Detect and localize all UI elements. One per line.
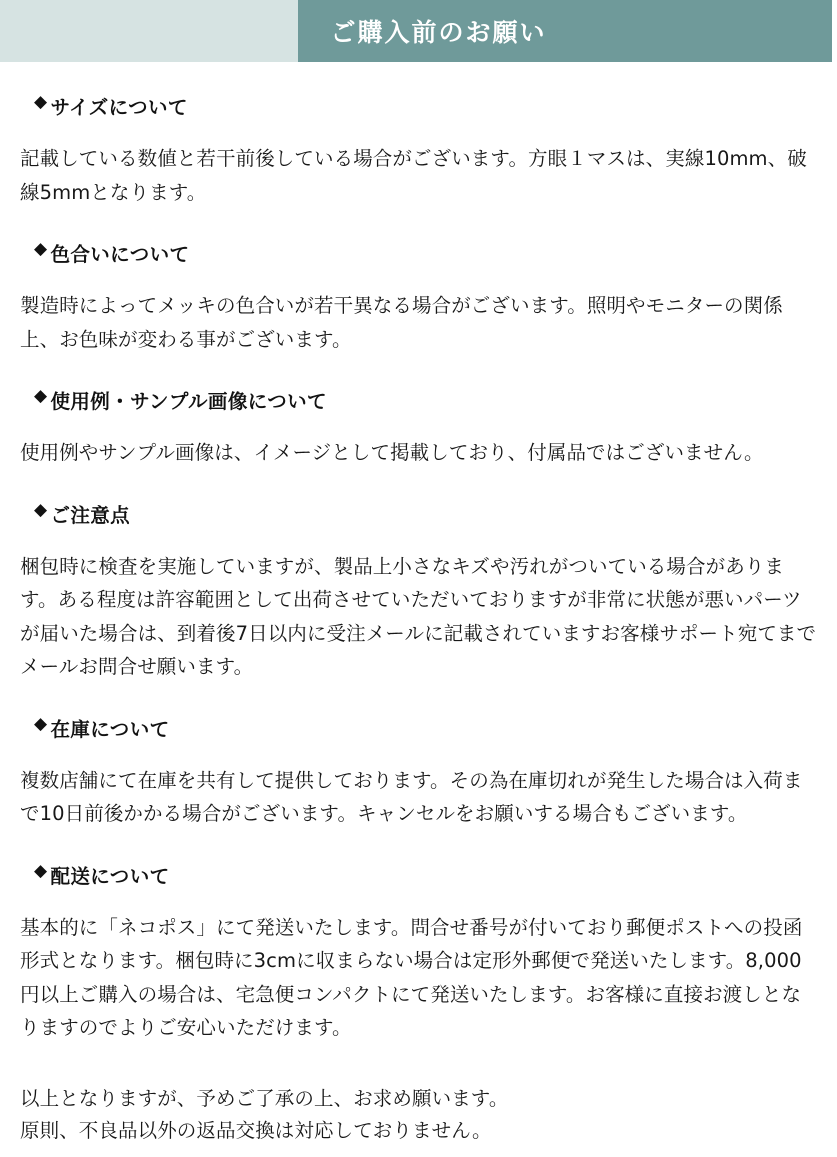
section-heading-label: ご注意点: [50, 503, 131, 527]
closing-line-1: 以上となりますが、予めご了承の上、お求め願います。: [20, 1086, 509, 1110]
diamond-bullet-icon: ◆: [34, 239, 48, 260]
section-cautions: [20, 500, 819, 684]
section-heading-label: サイズについて: [50, 96, 188, 119]
section-heading: [34, 861, 819, 889]
diamond-bullet-icon: ◆: [34, 860, 48, 881]
section-size: [20, 92, 819, 209]
diamond-bullet-icon: ◆: [34, 92, 48, 112]
closing-line-2: 原則、不良品以外の返品交換は対応しておりません。: [20, 1118, 492, 1142]
section-body: 使用例やサンプル画像は、イメージとして掲載しており、付属品ではございません。: [20, 441, 764, 465]
section-heading: [34, 92, 819, 120]
page-title: ご購入前のお願い: [330, 18, 547, 47]
section-heading: [34, 386, 819, 414]
section-heading-label: 使用例・サンプル画像について: [50, 390, 327, 414]
page-header: [0, 0, 837, 62]
section-stock: [20, 714, 819, 831]
section-body: 複数店舗にて在庫を共有して提供しております。その為在庫切れが発生した場合は入荷まで10日前後かかる場合がございます。キャンセルをお願いする場合もございます。: [20, 768, 803, 826]
section-heading-label: 色合いについて: [50, 243, 190, 267]
section-shipping: [20, 861, 819, 1045]
section-body: 基本的に「ネコポス」にて発送いたします。問合せ番号が付いており郵便ポストへの投函形式となります。梱包時に3cmに収まらない場合は定形外郵便で発送いたします。8,000円以上ご購入の場合は、宅急便コンパクトにて発送いたします。お客様に直接お渡しとなりますのでよりご安心いただけます。: [20, 915, 803, 1040]
section-heading-label: 配送について: [50, 864, 170, 888]
diamond-bullet-icon: ◆: [34, 713, 48, 734]
diamond-bullet-icon: ◆: [34, 499, 48, 520]
closing-note: [20, 1083, 819, 1146]
section-body: 製造時によってメッキの色合いが若干異なる場合がございます。照明やモニターの関係上、お色味が変わる事がございます。: [20, 294, 783, 351]
section-body: 記載している数値と若干前後している場合がございます。方眼１マスは、実線10mm、破線5mmとなります。: [20, 147, 807, 204]
section-sample-images: [20, 386, 819, 470]
section-heading: [34, 239, 819, 267]
header-right-accent: [832, 0, 837, 62]
section-body: 梱包時に検査を実施していますが、製品上小さなキズや汚れがついている場合があります。ある程度は許容範囲として出荷させていただいておりますが非常に状態が悪いパーツが届いた場合は、到着後7日以内に受注メールに記載されていますお客様サポート宛てまでメールお問合せ願います。: [20, 554, 817, 679]
diamond-bullet-icon: ◆: [34, 386, 48, 407]
section-color: [20, 239, 819, 356]
notice-content: [0, 92, 837, 1146]
section-heading: [34, 714, 819, 742]
section-heading-label: 在庫について: [50, 717, 170, 741]
header-left-accent: [0, 0, 298, 62]
section-heading: [34, 500, 819, 528]
